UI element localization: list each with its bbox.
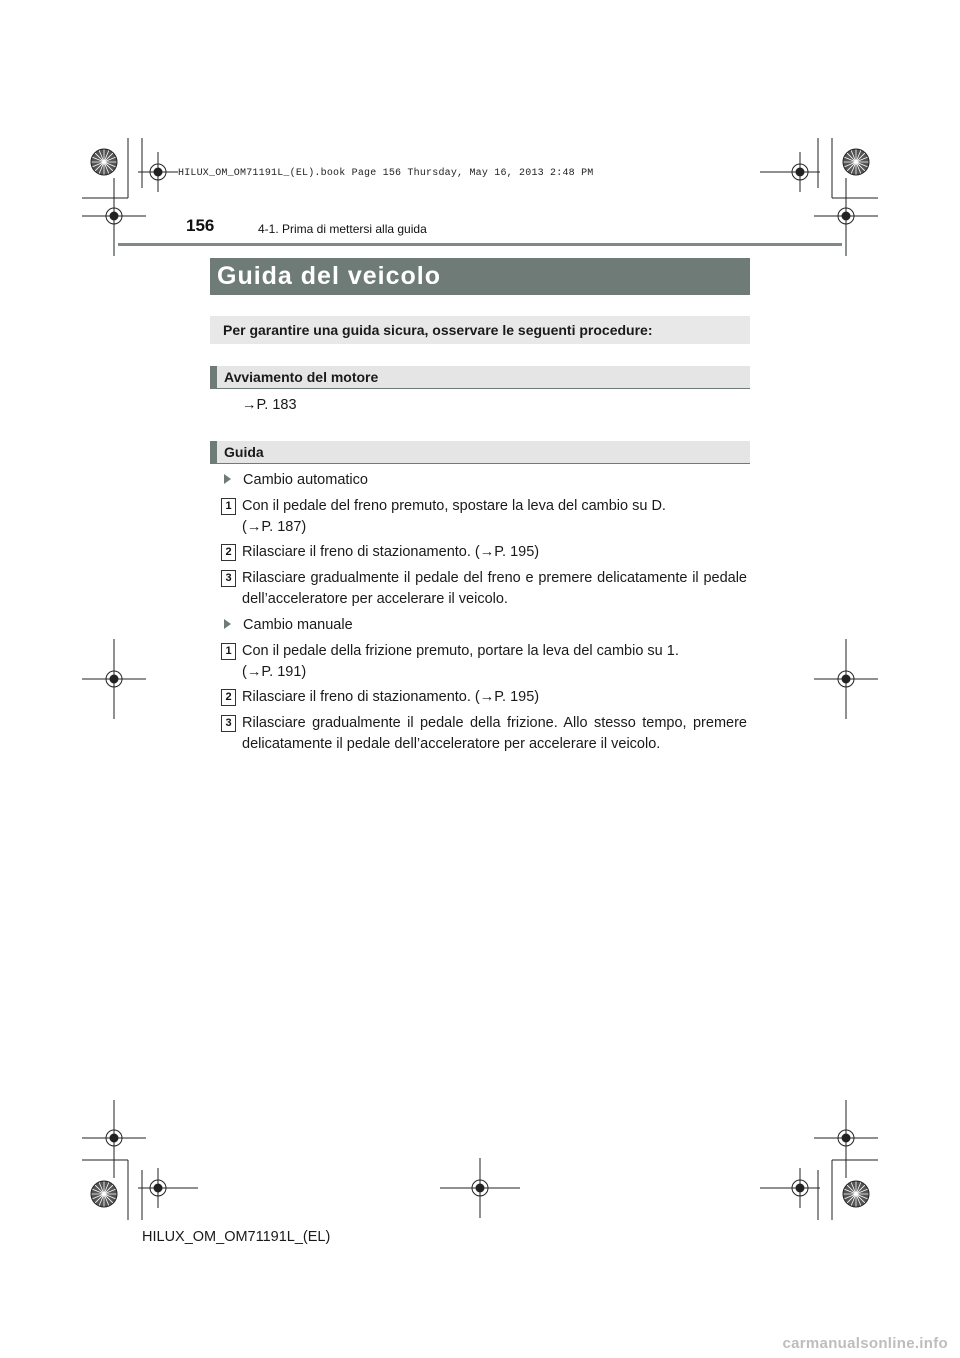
step-number-badge: 3 bbox=[221, 570, 236, 587]
step-number-badge: 2 bbox=[221, 544, 236, 561]
footer-code: HILUX_OM_OM71191L_(EL) bbox=[142, 1229, 331, 1245]
registration-mark-icon bbox=[82, 152, 878, 1218]
step-number-badge: 2 bbox=[221, 689, 236, 706]
step-text: Rilasciare gradualmente il pedale della frizione. Allo stesso tempo, premere delicatamente il pedale dell’acceleratore per accelerare il veicolo. bbox=[242, 715, 747, 752]
step-number-badge: 3 bbox=[221, 715, 236, 732]
step-number-badge: 1 bbox=[221, 498, 236, 515]
step-text: Rilasciare il freno di stazionamento. (→P. 195) bbox=[242, 689, 540, 705]
bullet-triangle-icon bbox=[224, 474, 231, 484]
page-ref-link[interactable]: (→P. 191) bbox=[242, 664, 307, 680]
step-number-badge: 1 bbox=[221, 643, 236, 660]
page-ref-link[interactable]: →P. 183 bbox=[242, 397, 297, 413]
subhead-avviamento: Avviamento del motore bbox=[210, 366, 750, 389]
watermark: carmanualsonline.info bbox=[782, 1335, 948, 1352]
bullet-triangle-icon bbox=[224, 619, 231, 629]
step-text: Rilasciare gradualmente il pedale del freno e premere delicatamente il pedale dell’acceleratore per accelerare il veicolo. bbox=[242, 570, 747, 607]
group-label-automatic: Cambio automatico bbox=[224, 470, 368, 491]
group-label-manual: Cambio manuale bbox=[224, 615, 353, 636]
section-title: 4-1. Prima di mettersi alla guida bbox=[258, 222, 427, 236]
page-title: Guida del veicolo bbox=[210, 258, 750, 295]
step-text: Con il pedale del freno premuto, spostare la leva del cambio su D. (→P. 187) bbox=[242, 496, 747, 538]
step-text: Rilasciare il freno di stazionamento. (→P. 195) bbox=[242, 544, 540, 560]
subhead-guida: Guida bbox=[210, 441, 750, 464]
page-ref-link[interactable]: (→P. 187) bbox=[242, 519, 307, 535]
header-rule bbox=[118, 243, 842, 246]
page-number: 156 bbox=[186, 216, 215, 235]
step-text: Con il pedale della frizione premuto, portare la leva del cambio su 1. (→P. 191) bbox=[242, 641, 747, 683]
file-info: HILUX_OM_OM71191L_(EL).book Page 156 Thursday, May 16, 2013 2:48 PM bbox=[178, 168, 594, 179]
intro-box: Per garantire una guida sicura, osservare le seguenti procedure: bbox=[210, 316, 750, 344]
